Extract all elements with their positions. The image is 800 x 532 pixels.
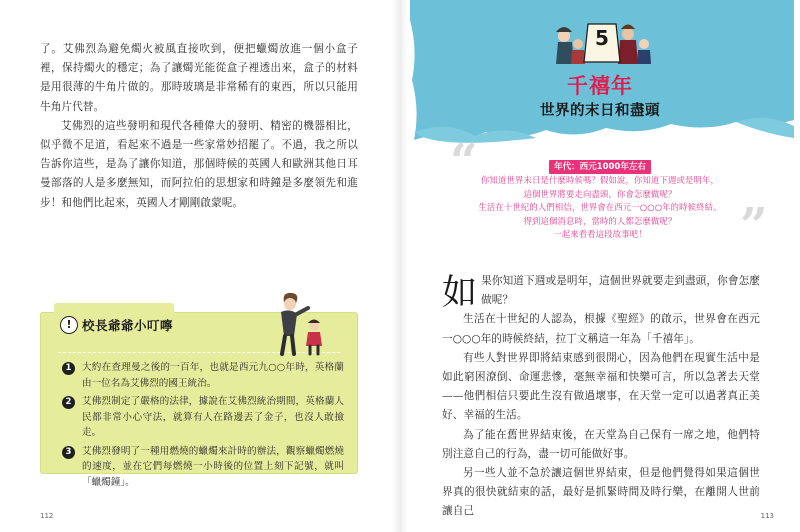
left-paragraph-2: 艾佛烈的這些發明和現代各種偉大的發明、精密的機器相比，似乎微不足道，看起來不過是一些家常妙招罷了。不過，我之所以告訴你這些，是為了讓你知道，那個時候的英國人和歐洲其他日耳曼部落的人是多麼無知，而阿拉伯的思想家和時鐘是多麼領先和進步！和他們比起來，英國人才剛剛啟蒙呢。 (40, 119, 358, 209)
chapter-title: 千禧年 (567, 74, 633, 98)
tip-text: 大約在查理曼之後的一百年，也就是西元九○○年時，英格蘭由一位名為艾佛烈的國王統治。 (82, 362, 344, 389)
intro-line: 一起來看看這段故事吧！ (553, 229, 647, 239)
chapter-subtitle: 世界的末日和盡頭 (540, 103, 660, 119)
child-figure (306, 320, 322, 355)
right-body-text (442, 272, 760, 522)
drop-cap: 如 (442, 273, 478, 313)
tip-number-badge: 1 (62, 362, 75, 375)
tip-text: 艾佛烈制定了嚴格的法律，據說在艾佛烈統治期間，英格蘭人民都非常小心守法，就算有人在路邊丟了金子，也沒人敢撿走。 (82, 396, 344, 438)
tip-box-title: 校長爺爺小叮嚀 (82, 318, 174, 333)
era-badge: 年代：西元1000年左右 (549, 160, 651, 174)
intro-line: 你知道世界末日是什麼時候嗎？假如說，你知道下週或是明年， (481, 175, 719, 185)
tip-item (62, 394, 344, 441)
right-page (400, 0, 800, 532)
tip-item (62, 444, 344, 491)
left-characters (556, 27, 585, 64)
left-body-text (40, 40, 358, 213)
right-paragraph-4: 為了能在舊世界結束後，在天堂為自己保有一席之地，他們特別注意自己的行為，盡一切可能做好事。 (442, 428, 760, 460)
right-paragraph-2: 生活在十世紀的人認為，根據《聖經》的啟示，世界會在西元一○○○年的時候終結，拉丁文稱這一年為「千禧年」。 (442, 313, 760, 345)
tip-number-badge: 3 (62, 446, 75, 459)
page-number-right: 113 (760, 512, 774, 520)
tip-text: 艾佛烈發明了一種用燃燒的蠟燭來計時的辦法，觀察蠟燭燃燒的速度，並在它們每燃燒一小時後的位置上刻下記號，就叫「蠟燭鐘」。 (82, 445, 344, 488)
page-number-left: 112 (40, 512, 54, 520)
grandfather-figure (281, 293, 308, 354)
chapter-number: 5 (595, 26, 609, 50)
right-paragraph-1-text: 果你知道下週或是明年，這個世界就要走到盡頭，你會怎麼做呢？ (481, 275, 760, 307)
left-paragraph-1: 了。艾佛烈為避免燭火被風直接吹到，便把蠟燭放進一個小盒子裡，保持燭火的穩定；為了讓燭光能從盒子裡透出來，盒子的材料是用很薄的牛角片做的。那時玻璃是非常稀有的東西，所以只能用牛角片代替。 (40, 43, 358, 113)
intro-line: 這個世界將要走向盡頭，你會怎麼做呢？ (523, 188, 677, 199)
exclamation-icon: ! (60, 316, 78, 334)
close-quote-icon: ” (740, 198, 768, 254)
tip-item (62, 360, 344, 391)
intro-line: 生活在十世紀的人們相信，世界會在西元一○○○年的時候終結。 (478, 202, 722, 212)
right-paragraph-3: 有些人對世界即將結束感到很開心，因為他們在現實生活中是如此窮困潦倒、命運悲慘，毫無幸福和快樂可言，所以急著去天堂——他們相信只要此生沒有做過壞事，在天堂一定可以過著真正美好、幸福的生活。 (442, 351, 760, 422)
tip-number-badge: 2 (62, 396, 75, 409)
open-quote-icon: “ (450, 134, 478, 190)
tip-list (62, 360, 344, 493)
right-characters (618, 25, 651, 65)
right-paragraph-1 (442, 272, 760, 313)
grandfather-child-illustration (264, 288, 334, 358)
tip-box-header (60, 316, 173, 334)
chapter-intro (460, 154, 740, 242)
intro-line: 得到這個消息時，當時的人都怎麼做呢？ (523, 215, 677, 226)
right-paragraph-5: 另一些人並不急於讓這個世界結束，但是他們覺得如果這個世界真的很快就結束的話，最好是抓緊時間及時行樂，在離開人世前讓自己 (442, 467, 760, 518)
